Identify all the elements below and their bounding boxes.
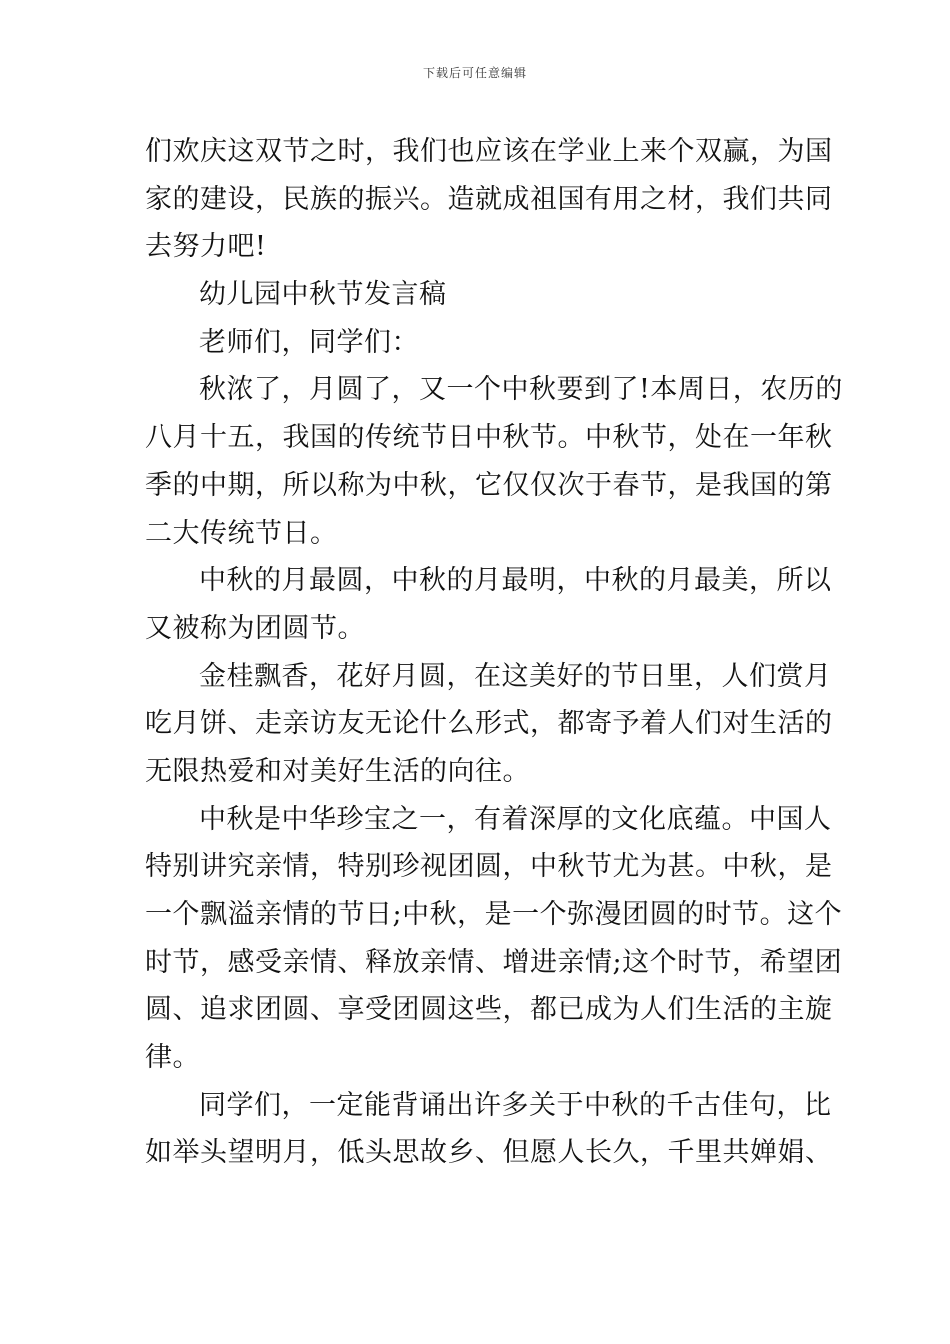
document-body [145,128,843,1177]
text-line: 又被称为团圆节。 [145,612,365,644]
text-line: 中秋是中华珍宝之一，有着深厚的文化底蕴。中国人 [199,803,832,835]
text-line: 二大传统节日。 [145,517,338,549]
text-line: 季的中期，所以称为中秋，它仅仅次于春节，是我国的第 [145,469,833,501]
text-line: 圆、追求团圆、享受团圆这些，都已成为人们生活的主旋 [145,994,833,1026]
page-header: 下载后可任意编辑 [422,66,527,80]
text-line: 家的建设，民族的振兴。造就成祖国有用之材，我们共同 [145,183,833,215]
text-line: 中秋的月最圆，中秋的月最明，中秋的月最美，所以 [199,565,832,597]
text-line: 去努力吧! [145,231,267,263]
text-line: 一个飘溢亲情的节日;中秋，是一个弥漫团圆的时节。这个 [145,899,843,930]
text-line: 们欢庆这双节之时，我们也应该在学业上来个双赢，为国 [145,136,833,167]
salutation: 老师们，同学们： [199,326,419,358]
text-line: 秋浓了，月圆了，又一个中秋要到了!本周日，农历的 [199,374,843,406]
text-line: 同学们，一定能背诵出许多关于中秋的千古佳句，比 [199,1089,832,1121]
text-line: 无限热爱和对美好生活的向往。 [145,755,530,787]
text-line: 如举头望明月，低头思故乡、但愿人长久，千里共婵娟、 [145,1137,833,1169]
text-line: 时节，感受亲情、释放亲情、增进亲情;这个时节，希望团 [145,946,843,978]
text-line: 八月十五，我国的传统节日中秋节。中秋节，处在一年秋 [145,422,833,454]
text-line: 金桂飘香，花好月圆，在这美好的节日里，人们赏月 [199,660,832,692]
section-title: 幼儿园中秋节发言稿 [199,279,447,311]
text-line: 律。 [145,1042,200,1074]
text-line: 特别讲究亲情，特别珍视团圆，中秋节尤为甚。中秋，是 [145,851,833,883]
text-line: 吃月饼、走亲访友无论什么形式，都寄予着人们对生活的 [145,708,833,740]
